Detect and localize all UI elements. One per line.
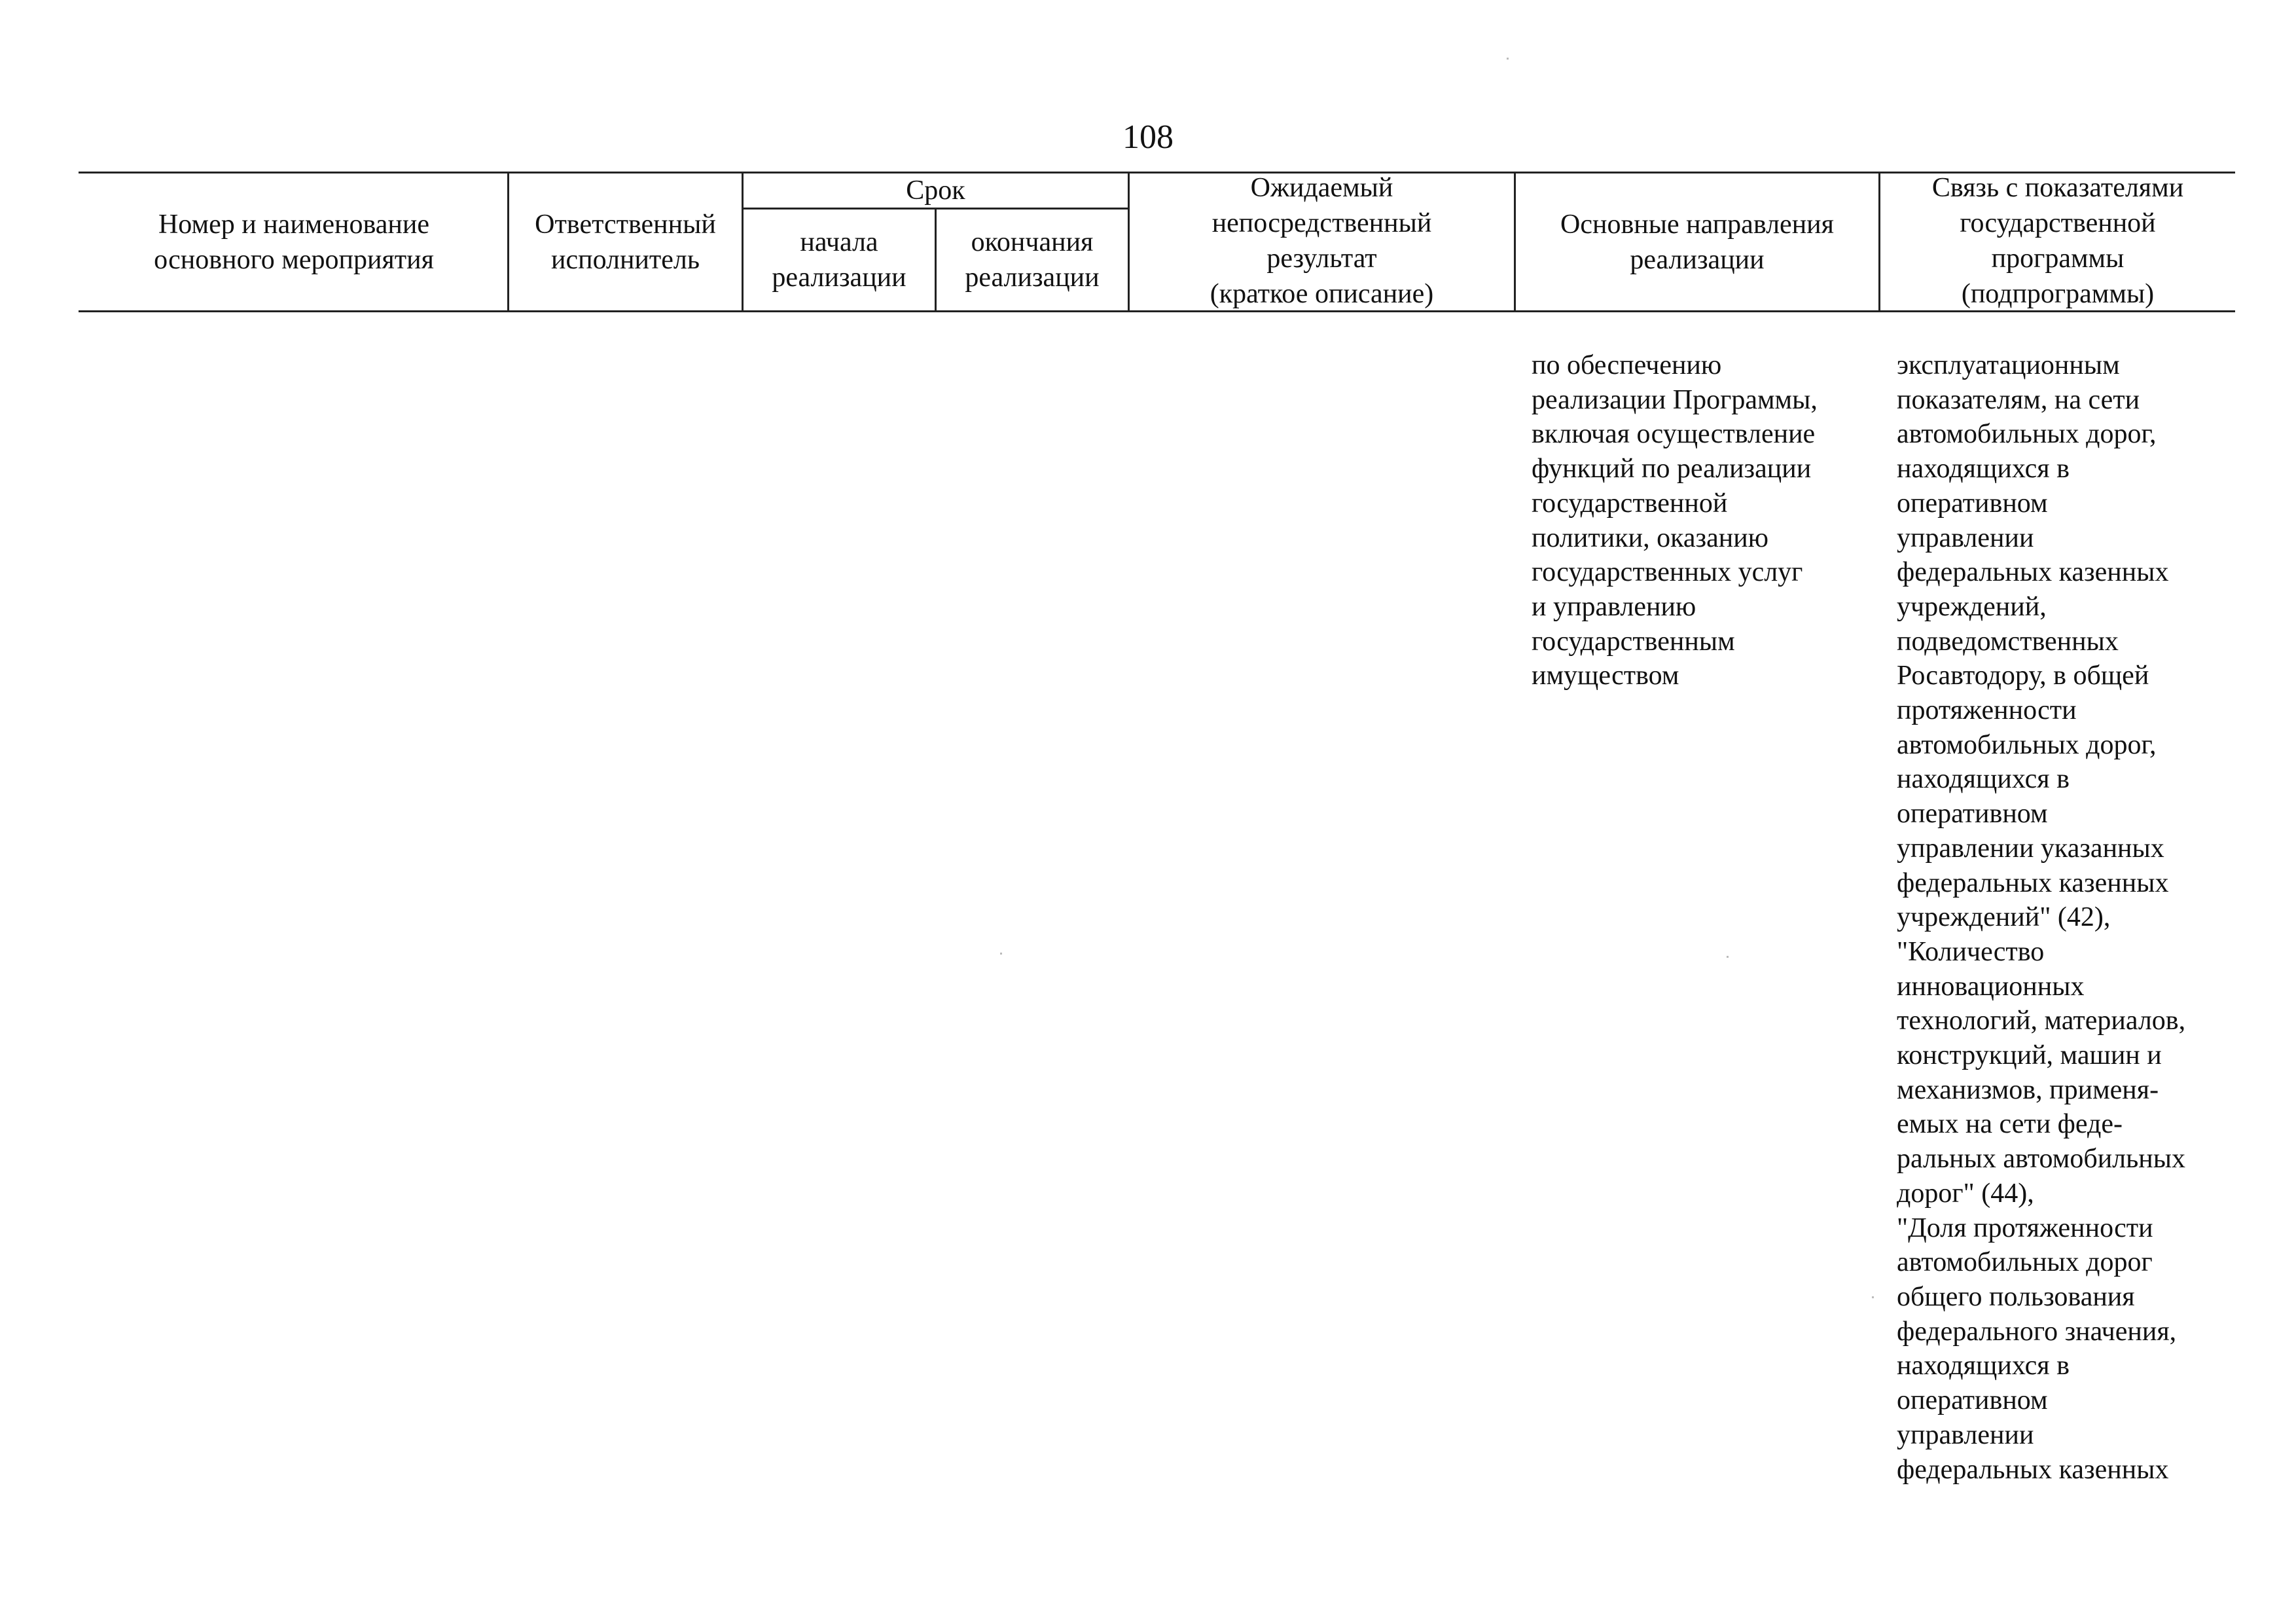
text-line: ральных автомобильных [1897, 1144, 2185, 1175]
text-line: федеральных казенных [1897, 557, 2169, 588]
text-line: государственных услуг [1532, 557, 1803, 588]
text-line: дорог" (44), [1897, 1178, 2034, 1209]
text-line: федеральных казенных [1897, 1454, 2169, 1485]
header-directions: Основные направления реализации [1560, 209, 1834, 275]
directions-cell [1532, 348, 1872, 693]
header-term-start: начала реализации [772, 227, 906, 293]
text-line: управлении указанных [1897, 833, 2164, 864]
text-line: учреждений, [1897, 591, 2047, 622]
header-indicators: Связь с показателями государственной программы (подпрограммы) [1931, 173, 2184, 309]
text-line: находящихся в [1897, 1351, 2070, 1381]
text-line: оперативном [1897, 488, 2048, 519]
scan-speck [1507, 58, 1509, 60]
text-line: емых на сети феде- [1897, 1109, 2123, 1140]
header-term-end: окончания реализации [965, 227, 1100, 293]
text-line: имуществом [1532, 661, 1679, 691]
text-line: реализации Программы, [1532, 384, 1818, 415]
header-term: Срок [906, 175, 965, 206]
text-line: включая осуществление [1532, 419, 1816, 450]
text-line: общего пользования [1897, 1281, 2135, 1312]
text-line: протяженности [1897, 695, 2077, 726]
scan-speck [1872, 1296, 1874, 1298]
text-line: федерального значения, [1897, 1316, 2177, 1347]
header-expected-result: Ожидаемый непосредственный результат (краткое описание) [1210, 173, 1434, 309]
indicators-cell [1897, 348, 2231, 1487]
header-main-activity: Номер и наименование основного мероприятия [154, 209, 434, 275]
text-line: "Доля протяженности [1897, 1213, 2153, 1243]
text-line: подведомственных [1897, 626, 2119, 657]
text-line: инновационных [1897, 971, 2085, 1002]
text-line: автомобильных дорог, [1897, 419, 2157, 450]
text-line: автомобильных дорог, [1897, 729, 2157, 760]
text-line: эксплуатационным [1897, 350, 2120, 380]
text-line: политики, оказанию [1532, 522, 1769, 553]
text-line: механизмов, применя- [1897, 1074, 2159, 1105]
text-line: Росавтодору, в общей [1897, 661, 2149, 691]
text-line: по обеспечению [1532, 350, 1722, 380]
text-line: "Количество [1897, 936, 2045, 967]
text-line: управлении [1897, 1419, 2034, 1450]
text-line: и управлению [1532, 591, 1696, 622]
text-line: конструкций, машин и [1897, 1040, 2162, 1071]
table-header-bottom-border [79, 310, 2235, 312]
text-line: государственной [1532, 488, 1728, 519]
text-line: находящихся в [1897, 764, 2070, 795]
text-line: находящихся в [1897, 454, 2070, 484]
text-line: учреждений" (42), [1897, 902, 2111, 933]
text-line: технологий, материалов, [1897, 1006, 2186, 1036]
text-line: управлении [1897, 522, 2034, 553]
text-line: функций по реализации [1532, 454, 1812, 484]
page-number: 108 [1122, 119, 1174, 156]
text-line: автомобильных дорог [1897, 1247, 2153, 1278]
text-line: федеральных казенных [1897, 867, 2169, 898]
scan-speck [1727, 956, 1729, 958]
scan-speck [1000, 953, 1002, 955]
header-responsible: Ответственный исполнитель [535, 209, 716, 275]
text-line: показателям, на сети [1897, 384, 2140, 415]
text-line: оперативном [1897, 1385, 2048, 1416]
text-line: государственным [1532, 626, 1735, 657]
text-line: оперативном [1897, 799, 2048, 830]
